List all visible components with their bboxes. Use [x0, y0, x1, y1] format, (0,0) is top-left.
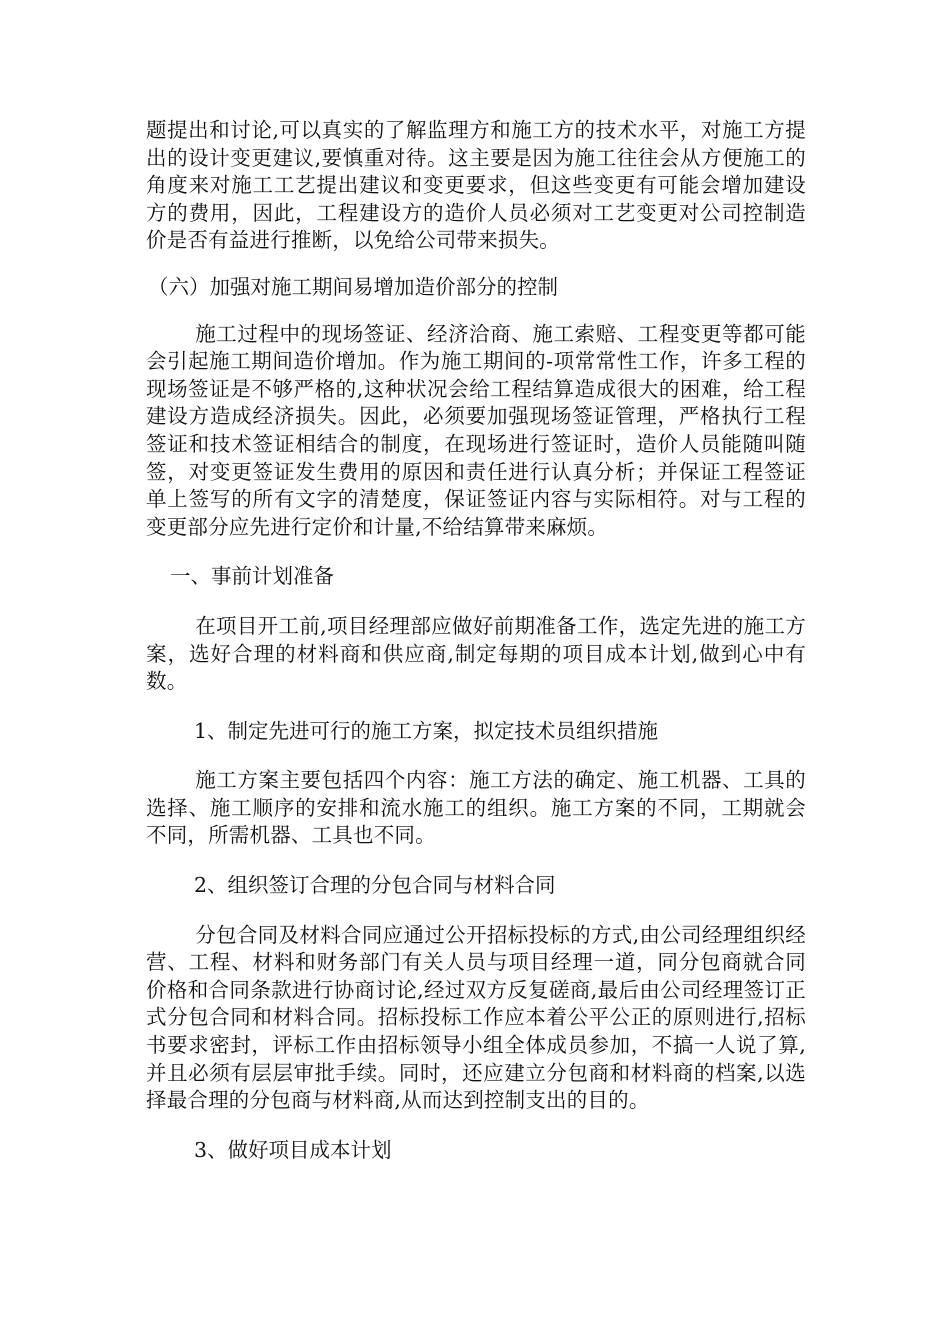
subheading-cost-plan: 3、做好项目成本计划: [194, 1137, 392, 1162]
document-body: [146, 117, 806, 1164]
paragraph-design-change: 题提出和讨论,可以真实的了解监理方和施工方的技术水平，对施工方提出的设计变更建议,要慎重对待。这主要是因为施工往往会从方便施工的角度来对施工工艺提出建议和变更要求，但这些变更有可能会增加建设方的费用，因此，工程建设方的造价人员必须对工艺变更对公司控制造价是否有益进行推断，以免给公司带来损失。: [146, 118, 806, 253]
paragraph-contracts: 分包合同及材料合同应通过公开招标投标的方式,由公司经理组织经营、工程、材料和财务部门有关人员与项目经理一道，同分包商就合同价格和合同条款进行协商讨论,经过双方反复磋商,最后由公司经理签订正式分包合同和材料合同。招标投标工作应本着公平公正的原则进行,招标书要求密封，评标工作由招标领导小组全体成员参加，不搞一人说了算,并且必须有层层审批手续。同时，还应建立分包商和材料商的档案,以选择最合理的分包商与材料商,从而达到控制支出的目的。: [146, 922, 806, 1113]
paragraph-construction-plan: 施工方案主要包括四个内容：施工方法的确定、施工机器、工具的选择、施工顺序的安排和流水施工的组织。施工方案的不同，工期就会不同，所需机器、工具也不同。: [146, 768, 806, 848]
section-heading-six: （六）加强对施工期间易增加造价部分的控制: [148, 274, 558, 299]
subheading-construction-plan: 1、制定先进可行的施工方案，拟定技术员组织措施: [194, 718, 659, 743]
paragraph-site-visa: 施工过程中的现场签证、经济洽商、施工索赔、工程变更等都可能会引起施工期间造价增加。作为施工期间的-项常常性工作，许多工程的现场签证是不够严格的,这种状况会给工程结算造成很大的困难，给工程建设方造成经济损失。因此，必须要加强现场签证管理，严格执行工程签证和技术签证相结合的制度，在现场进行签证时，造价人员能随叫随签，对变更签证发生费用的原因和责任进行认真分析；并保证工程签证单上签写的所有文字的清楚度，保证签证内容与实际相符。对与工程的变更部分应先进行定价和计量,不给结算带来麻烦。: [146, 321, 806, 539]
subheading-contracts: 2、组织签订合理的分包合同与材料合同: [194, 873, 556, 898]
paragraph-preparation: 在项目开工前,项目经理部应做好前期准备工作，选定先进的施工方案，选好合理的材料商和供应商,制定每期的项目成本计划,做到心中有数。: [146, 613, 806, 694]
section-heading-pre-planning: 一、事前计划准备: [170, 564, 334, 589]
